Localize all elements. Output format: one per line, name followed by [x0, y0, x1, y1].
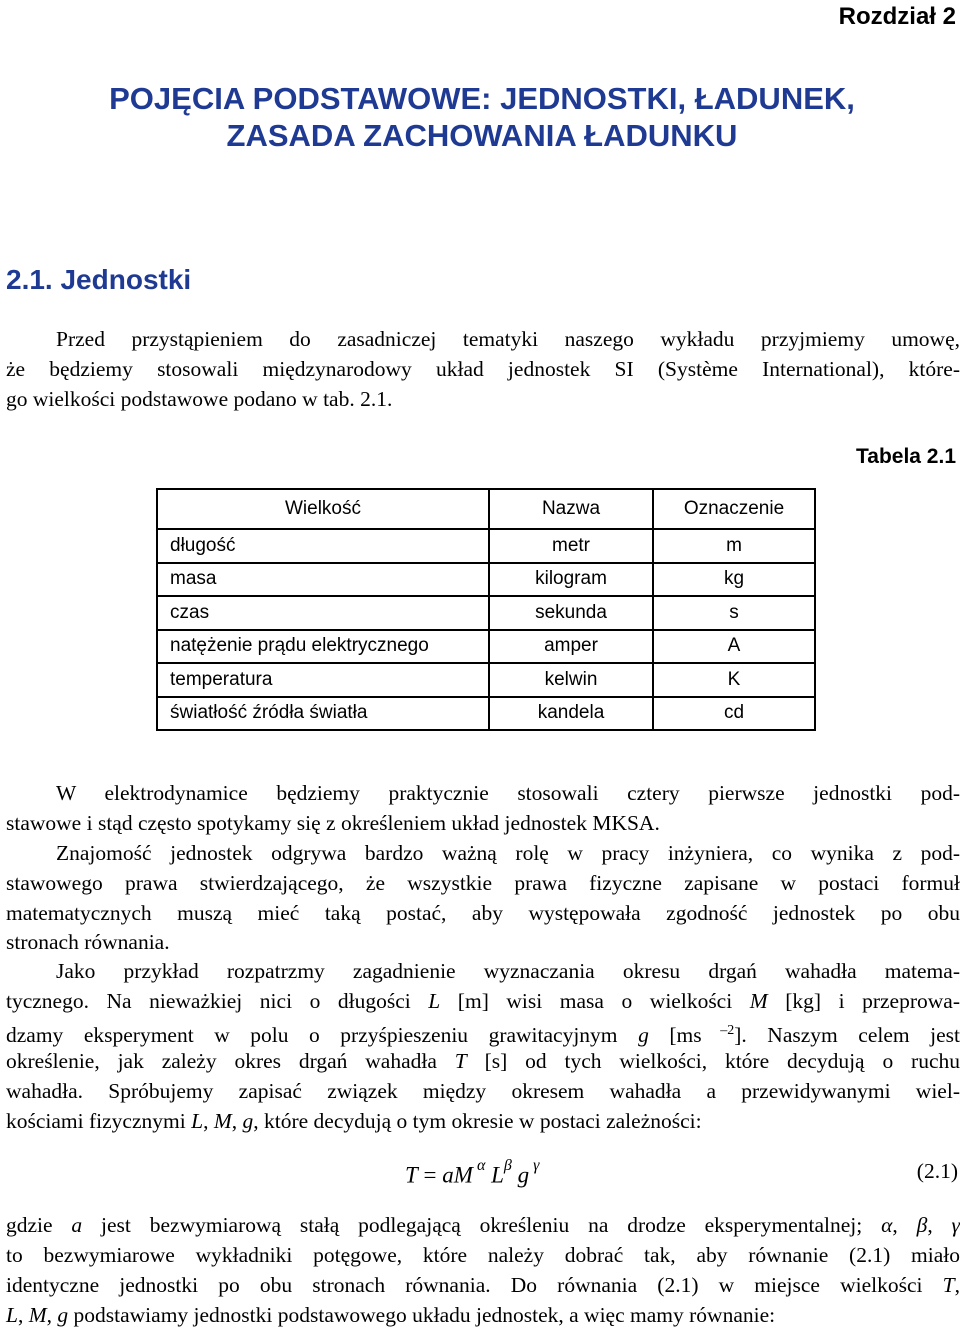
- header-quantity: Wielkość: [157, 489, 489, 529]
- table-row: [157, 663, 815, 697]
- table-row: [157, 529, 815, 563]
- cell-quantity: masa: [157, 563, 489, 597]
- para4-line-1: gdzie a jest bezwymiarową stałą podlegającą określeniu na drodze eksperymentalnej; α, β, γ: [6, 1213, 960, 1237]
- table-row: [157, 630, 815, 664]
- para2-line-4: stronach równania.: [6, 930, 170, 954]
- para3-line-6: kościami fizycznymi L, M, g, które decydują o tym okresie w postaci zależności:: [6, 1109, 702, 1133]
- intro-line-1: Przed przystąpieniem do zasadniczej tematyki naszego wykładu przyjmiemy umowę,: [56, 327, 960, 351]
- header-name: Nazwa: [489, 489, 653, 529]
- para1-line-1: W elektrodynamice będziemy praktycznie stosowali cztery pierwsze jednostki pod-: [56, 781, 960, 805]
- cell-quantity: długość: [157, 529, 489, 563]
- section-heading: 2.1. Jednostki: [6, 264, 192, 295]
- units-table: [156, 488, 816, 731]
- intro-line-3: go wielkości podstawowe podano w tab. 2.1.: [6, 387, 393, 411]
- para3-line-2: tycznego. Na nieważkiej nici o długości L [m] wisi masa o wielkości M [kg] i przeprowa-: [6, 989, 960, 1013]
- intro-line-2: że będziemy stosowali międzynarodowy układ jednostek SI (Système International), które-: [6, 357, 960, 381]
- cell-quantity: temperatura: [157, 663, 489, 697]
- para2-line-2: stawowego prawa stwierdzającego, że wszystkie prawa fizyczne zapisane w postaci formuł: [6, 871, 960, 895]
- cell-symbol: s: [653, 596, 815, 630]
- cell-quantity: czas: [157, 596, 489, 630]
- header-symbol: Oznaczenie: [653, 489, 815, 529]
- equation-number: (2.1): [916, 1159, 958, 1183]
- cell-name: kilogram: [489, 563, 653, 597]
- para3-line-1: Jako przykład rozpatrzmy zagadnienie wyznaczania okresu drgań wahadła matema-: [56, 959, 960, 983]
- cell-symbol: K: [653, 663, 815, 697]
- para3-line-5: wahadła. Spróbujemy zapisać związek między okresem wahadła a przewidywanymi wiel-: [6, 1079, 960, 1103]
- para4-line-3: identyczne jednostki po obu stronach równania. Do równania (2.1) w miejsce wielkości T,: [6, 1273, 960, 1297]
- equation-formula: T = aM $^\alpha$ $L^\beta$ g $^\gamma$: [405, 1157, 540, 1188]
- para2-line-1: Znajomość jednostek odgrywa bardzo ważną rolę w pracy inżyniera, co wynika z pod-: [56, 841, 960, 865]
- para2-line-3: matematycznych muszą mieć taką postać, aby występowała zgodność jednostek po obu: [6, 901, 960, 925]
- para3-line-4: określenie, jak zależy okres drgań wahadła T [s] od tych wielkości, które decydują o ruchu: [6, 1049, 960, 1073]
- cell-name: kelwin: [489, 663, 653, 697]
- cell-name: metr: [489, 529, 653, 563]
- table-row: [157, 697, 815, 731]
- table-header-row: [157, 489, 815, 529]
- table-row: [157, 596, 815, 630]
- cell-name: amper: [489, 630, 653, 664]
- chapter-title-line-2: ZASADA ZACHOWANIA ŁADUNKU: [226, 118, 738, 153]
- table-caption: Tabela 2.1: [856, 445, 956, 468]
- para4-line-4: L, M, g podstawiamy jednostki podstawowego układu jednostek, a więc mamy równanie:: [6, 1303, 776, 1327]
- chapter-title-line-1: POJĘCIA PODSTAWOWE: JEDNOSTKI, ŁADUNEK,: [109, 81, 855, 116]
- cell-quantity: światłość źródła światła: [157, 697, 489, 731]
- para1-line-2: stawowe i stąd często spotykamy się z określeniem układ jednostek MKSA.: [6, 811, 660, 835]
- cell-symbol: kg: [653, 563, 815, 597]
- cell-name: sekunda: [489, 596, 653, 630]
- cell-symbol: m: [653, 529, 815, 563]
- cell-symbol: A: [653, 630, 815, 664]
- cell-name: kandela: [489, 697, 653, 731]
- table-row: [157, 563, 815, 597]
- cell-quantity: natężenie prądu elektrycznego: [157, 630, 489, 664]
- cell-symbol: cd: [653, 697, 815, 731]
- chapter-label: Rozdział 2: [838, 3, 956, 30]
- para3-line-3: dzamy eksperyment w polu o przyśpieszeniu grawitacyjnym g [ms $^{-2}$]. Naszym celem jest: [6, 1023, 960, 1048]
- para4-line-2: to bezwymiarowe wykładniki potęgowe, które należy dobrać tak, aby równanie (2.1) miało: [6, 1243, 960, 1267]
